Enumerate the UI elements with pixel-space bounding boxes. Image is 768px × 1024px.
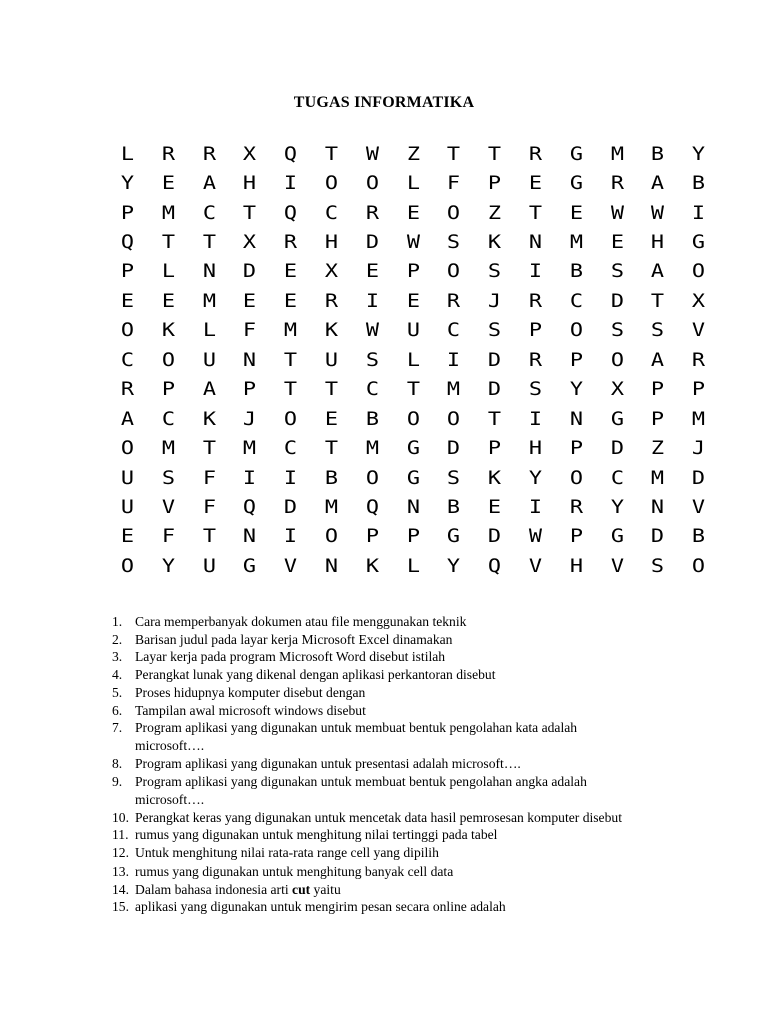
question-text: Cara memperbanyak dokumen atau file menggunakan teknik xyxy=(135,614,467,629)
question-number: 3. xyxy=(112,649,123,665)
grid-letter: Q xyxy=(365,495,379,518)
grid-letter: T xyxy=(161,231,175,254)
grid-letter: D xyxy=(610,289,624,312)
grid-letter: E xyxy=(284,260,298,283)
grid-letter: S xyxy=(487,319,502,342)
grid-letter: I xyxy=(691,201,706,224)
question-text: Program aplikasi yang digunakan untuk presentasi adalah microsoft…. xyxy=(135,755,521,771)
grid-letter: S xyxy=(447,466,461,489)
question-text: Program aplikasi yang digunakan untuk membuat bentuk pengolahan kata adalah xyxy=(135,720,578,736)
grid-letter: I xyxy=(528,260,542,283)
question-item xyxy=(112,631,732,649)
grid-letter: T xyxy=(447,142,461,165)
grid-letter: C xyxy=(161,407,175,430)
question-item xyxy=(112,755,732,773)
grid-letter: Q xyxy=(120,231,134,254)
question-text: aplikasi yang digunakan untuk mengirim pesan secara online adalah xyxy=(135,899,506,915)
grid-letter: H xyxy=(569,554,583,577)
grid-letter: E xyxy=(487,495,502,518)
grid-letter: D xyxy=(487,378,502,401)
grid-letter: G xyxy=(406,466,420,489)
grid-letter: W xyxy=(406,231,420,254)
grid-letter: R xyxy=(120,378,134,401)
grid-letter: D xyxy=(284,495,298,518)
grid-letter: C xyxy=(447,319,461,342)
question-text: Program aplikasi yang digunakan untuk membuat bentuk pengolahan angka adalah xyxy=(135,774,587,790)
question-number: 4. xyxy=(112,667,123,683)
grid-letter: Y xyxy=(528,466,542,489)
grid-letter: A xyxy=(202,172,216,195)
grid-letter: F xyxy=(243,319,257,342)
grid-letter: E xyxy=(120,525,134,548)
grid-letter: K xyxy=(487,231,502,254)
grid-letter: Q xyxy=(284,201,298,224)
grid-letter: U xyxy=(324,348,338,371)
grid-letter: O xyxy=(406,407,420,430)
grid-letter: C xyxy=(120,348,134,371)
grid-letter: U xyxy=(202,348,216,371)
grid-letter: O xyxy=(284,407,298,430)
grid-letter: G xyxy=(610,407,624,430)
grid-letter: T xyxy=(324,142,338,165)
grid-letter: Y xyxy=(691,142,706,165)
question-text: Dalam bahasa indonesia arti xyxy=(135,881,293,897)
grid-letter: M xyxy=(243,437,257,460)
grid-letter: N xyxy=(243,348,257,371)
grid-letter: L xyxy=(161,260,175,283)
grid-letter: K xyxy=(324,319,338,342)
grid-letter: G xyxy=(610,525,624,548)
question-number: 6. xyxy=(112,702,123,718)
grid-letter: W xyxy=(528,525,542,548)
grid-letter: D xyxy=(447,437,461,460)
grid-letter: D xyxy=(610,437,624,460)
grid-letter: B xyxy=(691,172,706,195)
question-item xyxy=(112,666,732,684)
grid-letter: F xyxy=(447,172,461,195)
grid-letter: P xyxy=(406,525,420,548)
grid-letter: H xyxy=(528,437,542,460)
grid-letter: O xyxy=(569,466,583,489)
grid-letter: D xyxy=(243,260,257,283)
grid-letter: L xyxy=(406,172,420,195)
grid-letter: M xyxy=(569,231,583,254)
grid-letter: R xyxy=(528,142,542,165)
question-text-continued: microsoft…. xyxy=(135,792,205,808)
grid-letter: M xyxy=(324,495,338,518)
question-item xyxy=(112,898,732,916)
grid-letter: T xyxy=(324,378,338,401)
grid-letter: B xyxy=(365,407,379,430)
grid-letter: O xyxy=(161,348,175,371)
grid-letter: K xyxy=(487,466,502,489)
question-number: 10. xyxy=(112,809,129,825)
grid-letter: X xyxy=(243,231,257,254)
grid-letter: D xyxy=(691,466,706,489)
grid-letter: G xyxy=(569,142,583,165)
question-text: Layar kerja pada program Microsoft Word disebut istilah xyxy=(135,649,446,665)
grid-letter: S xyxy=(447,231,461,254)
question-number: 12. xyxy=(112,845,129,861)
grid-letter: Y xyxy=(161,554,175,577)
grid-letter: O xyxy=(691,554,706,577)
question-bold-term: cut xyxy=(292,881,311,897)
question-item xyxy=(112,881,732,899)
question-text: Proses hidupnya komputer disebut dengan xyxy=(135,684,366,700)
grid-letter: F xyxy=(202,466,216,489)
grid-letter: P xyxy=(487,172,502,195)
grid-letter: L xyxy=(406,554,420,577)
grid-letter: I xyxy=(243,466,257,489)
grid-letter: U xyxy=(120,466,134,489)
question-number: 1. xyxy=(112,614,123,629)
question-number: 11. xyxy=(112,827,129,843)
grid-letter: V xyxy=(691,319,706,342)
grid-letter: O xyxy=(365,172,379,195)
grid-letter: D xyxy=(487,525,502,548)
grid-letter: E xyxy=(120,289,134,312)
grid-letter: K xyxy=(365,554,379,577)
question-text: Perangkat keras yang digunakan untuk mencetak data hasil pemrosesan komputer disebut xyxy=(135,809,622,825)
grid-letter: B xyxy=(447,495,461,518)
question-item xyxy=(112,702,732,720)
grid-letter: P xyxy=(651,407,665,430)
grid-letter: M xyxy=(691,407,706,430)
grid-letter: R xyxy=(610,172,624,195)
grid-letter: E xyxy=(161,289,175,312)
grid-letter: V xyxy=(691,495,706,518)
grid-letter: Y xyxy=(569,378,583,401)
grid-letter: T xyxy=(487,407,502,430)
grid-letter: H xyxy=(651,231,665,254)
question-text: Barisan judul pada layar kerja Microsoft Excel dinamakan xyxy=(135,631,453,647)
grid-letter: V xyxy=(161,495,175,518)
grid-letter: F xyxy=(202,495,216,518)
grid-letter: O xyxy=(324,172,338,195)
grid-letter: T xyxy=(651,289,665,312)
grid-letter: R xyxy=(569,495,583,518)
grid-letter: E xyxy=(569,201,583,224)
grid-letter: N xyxy=(202,260,216,283)
grid-letter: A xyxy=(651,348,665,371)
grid-letter: T xyxy=(202,231,216,254)
grid-letter: X xyxy=(691,289,706,312)
grid-letter: Z xyxy=(487,201,502,224)
grid-letter: O xyxy=(120,554,134,577)
grid-letter: O xyxy=(447,260,461,283)
grid-letter: M xyxy=(284,319,298,342)
grid-letter: S xyxy=(161,466,175,489)
question-number: 7. xyxy=(112,720,123,736)
grid-letter: V xyxy=(610,554,624,577)
grid-letter: I xyxy=(528,407,542,430)
grid-letter: E xyxy=(284,289,298,312)
grid-letter: I xyxy=(284,172,298,195)
grid-letter: Q xyxy=(284,142,298,165)
grid-letter: R xyxy=(691,348,706,371)
grid-letter: C xyxy=(569,289,583,312)
grid-letter: R xyxy=(528,289,542,312)
grid-letter: C xyxy=(324,201,338,224)
grid-letter: M xyxy=(161,201,175,224)
grid-letter: O xyxy=(569,319,583,342)
grid-letter: E xyxy=(528,172,542,195)
grid-letter: S xyxy=(651,554,665,577)
question-number: 13. xyxy=(112,863,129,879)
grid-letter: P xyxy=(120,260,134,283)
grid-letter: T xyxy=(324,437,338,460)
grid-letter: D xyxy=(365,231,379,254)
grid-letter: P xyxy=(406,260,420,283)
grid-letter: I xyxy=(284,525,298,548)
grid-letter: I xyxy=(447,348,461,371)
grid-letter: O xyxy=(610,348,624,371)
grid-letter: B xyxy=(651,142,665,165)
grid-letter: T xyxy=(243,201,257,224)
grid-letter: N xyxy=(406,495,420,518)
grid-letter: P xyxy=(691,378,706,401)
grid-letter: H xyxy=(243,172,257,195)
grid-letter: O xyxy=(691,260,706,283)
grid-letter: G xyxy=(243,554,257,577)
grid-letter: O xyxy=(324,525,338,548)
grid-letter: E xyxy=(406,289,420,312)
grid-letter: T xyxy=(284,378,298,401)
grid-letter: E xyxy=(406,201,420,224)
question-item xyxy=(112,809,732,827)
grid-letter: R xyxy=(365,201,379,224)
grid-letter: P xyxy=(569,437,583,460)
question-list xyxy=(112,613,732,916)
grid-letter: Z xyxy=(406,142,420,165)
grid-letter: L xyxy=(120,142,134,165)
question-text: rumus yang digunakan untuk menghitung banyak cell data xyxy=(135,863,454,879)
grid-letter: O xyxy=(365,466,379,489)
question-number: 9. xyxy=(112,774,123,790)
grid-letter: X xyxy=(243,142,257,165)
grid-letter: T xyxy=(202,525,216,548)
grid-letter: M xyxy=(202,289,216,312)
grid-letter: L xyxy=(202,319,216,342)
grid-letter: J xyxy=(487,289,502,312)
grid-letter: I xyxy=(528,495,542,518)
grid-letter: N xyxy=(324,554,338,577)
word-search-grid xyxy=(107,139,719,581)
grid-letter: W xyxy=(365,142,379,165)
question-item xyxy=(112,648,732,666)
grid-letter: B xyxy=(691,525,706,548)
grid-letter: Y xyxy=(610,495,624,518)
grid-letter: A xyxy=(651,260,665,283)
grid-letter: S xyxy=(365,348,379,371)
grid-letter: P xyxy=(651,378,665,401)
grid-letter: G xyxy=(406,437,420,460)
grid-letter: T xyxy=(528,201,542,224)
grid-letter: N xyxy=(243,525,257,548)
grid-letter: S xyxy=(487,260,502,283)
grid-letter: C xyxy=(610,466,624,489)
grid-letter: Q xyxy=(487,554,502,577)
grid-letter: W xyxy=(651,201,665,224)
grid-letter: U xyxy=(202,554,216,577)
grid-letter: E xyxy=(365,260,379,283)
grid-letter: E xyxy=(324,407,338,430)
grid-letter: M xyxy=(161,437,175,460)
question-number: 15. xyxy=(112,899,129,915)
question-text: Untuk menghitung nilai rata-rata range cell yang dipilih xyxy=(135,845,439,861)
grid-letter: P xyxy=(569,348,583,371)
question-item xyxy=(112,613,732,631)
grid-letter: M xyxy=(651,466,665,489)
grid-letter: N xyxy=(528,231,542,254)
grid-letter: T xyxy=(284,348,298,371)
grid-letter: P xyxy=(487,437,502,460)
grid-letter: V xyxy=(528,554,542,577)
grid-letter: M xyxy=(447,378,461,401)
grid-letter: D xyxy=(487,348,502,371)
question-number: 8. xyxy=(112,755,123,771)
question-number: 14. xyxy=(112,881,129,897)
grid-letter: P xyxy=(569,525,583,548)
grid-letter: W xyxy=(610,201,624,224)
grid-letter: O xyxy=(120,319,134,342)
grid-letter: Z xyxy=(651,437,665,460)
grid-letter: C xyxy=(202,201,216,224)
grid-letter: R xyxy=(202,142,216,165)
grid-letter: P xyxy=(161,378,175,401)
grid-letter: G xyxy=(569,172,583,195)
grid-letter: Y xyxy=(120,172,134,195)
grid-letter: E xyxy=(161,172,175,195)
grid-letter: E xyxy=(610,231,624,254)
grid-letter: A xyxy=(120,407,134,430)
grid-letter: U xyxy=(406,319,420,342)
grid-letter: Y xyxy=(447,554,461,577)
question-item xyxy=(112,684,732,702)
grid-letter: T xyxy=(202,437,216,460)
question-text-after: yaitu xyxy=(310,881,341,897)
grid-letter: X xyxy=(610,378,624,401)
question-item xyxy=(112,844,732,862)
grid-letter: C xyxy=(284,437,298,460)
page-title: TUGAS INFORMATIKA xyxy=(293,94,475,111)
grid-letter: A xyxy=(202,378,216,401)
grid-letter: K xyxy=(161,319,175,342)
question-text: Perangkat lunak yang dikenal dengan aplikasi perkantoran disebut xyxy=(135,667,496,683)
grid-letter: J xyxy=(243,407,257,430)
grid-letter: P xyxy=(528,319,542,342)
grid-letter: A xyxy=(651,172,665,195)
grid-letter: J xyxy=(691,437,706,460)
grid-letter: X xyxy=(324,260,338,283)
grid-letter: G xyxy=(691,231,706,254)
grid-letter: I xyxy=(284,466,298,489)
question-number: 2. xyxy=(112,631,123,647)
grid-letter: I xyxy=(365,289,379,312)
grid-letter: R xyxy=(528,348,542,371)
grid-letter: S xyxy=(651,319,665,342)
question-text: rumus yang digunakan untuk menghitung nilai tertinggi pada tabel xyxy=(135,827,498,843)
grid-letter: P xyxy=(243,378,257,401)
grid-letter: U xyxy=(120,495,134,518)
grid-letter: F xyxy=(161,525,175,548)
grid-letter: P xyxy=(120,201,134,224)
grid-letter: T xyxy=(406,378,420,401)
question-text: Tampilan awal microsoft windows disebut xyxy=(135,702,366,718)
question-item xyxy=(112,719,732,754)
grid-letter: M xyxy=(610,142,624,165)
grid-letter: H xyxy=(324,231,338,254)
grid-letter: S xyxy=(610,319,624,342)
grid-letter: R xyxy=(284,231,298,254)
grid-letter: L xyxy=(406,348,420,371)
grid-letter: R xyxy=(324,289,338,312)
grid-letter: B xyxy=(324,466,338,489)
grid-letter: E xyxy=(243,289,257,312)
grid-letter: O xyxy=(447,201,461,224)
grid-letter: C xyxy=(365,378,379,401)
grid-letter: O xyxy=(120,437,134,460)
grid-letter: Q xyxy=(243,495,257,518)
grid-letter: O xyxy=(447,407,461,430)
question-item xyxy=(112,826,732,844)
grid-letter: K xyxy=(202,407,216,430)
grid-letter: G xyxy=(447,525,461,548)
grid-letter: P xyxy=(365,525,379,548)
question-text-continued: microsoft…. xyxy=(135,737,205,753)
grid-letter: S xyxy=(528,378,542,401)
question-item xyxy=(112,863,732,881)
grid-letter: R xyxy=(161,142,175,165)
question-item xyxy=(112,773,732,808)
grid-letter: B xyxy=(569,260,583,283)
grid-letter: R xyxy=(447,289,461,312)
question-number: 5. xyxy=(112,684,123,700)
grid-letter: S xyxy=(610,260,624,283)
grid-letter: D xyxy=(651,525,665,548)
grid-letter: W xyxy=(365,319,379,342)
grid-letter: V xyxy=(284,554,298,577)
grid-letter: N xyxy=(569,407,583,430)
grid-letter: M xyxy=(365,437,379,460)
grid-letter: N xyxy=(651,495,665,518)
grid-letter: T xyxy=(487,142,502,165)
